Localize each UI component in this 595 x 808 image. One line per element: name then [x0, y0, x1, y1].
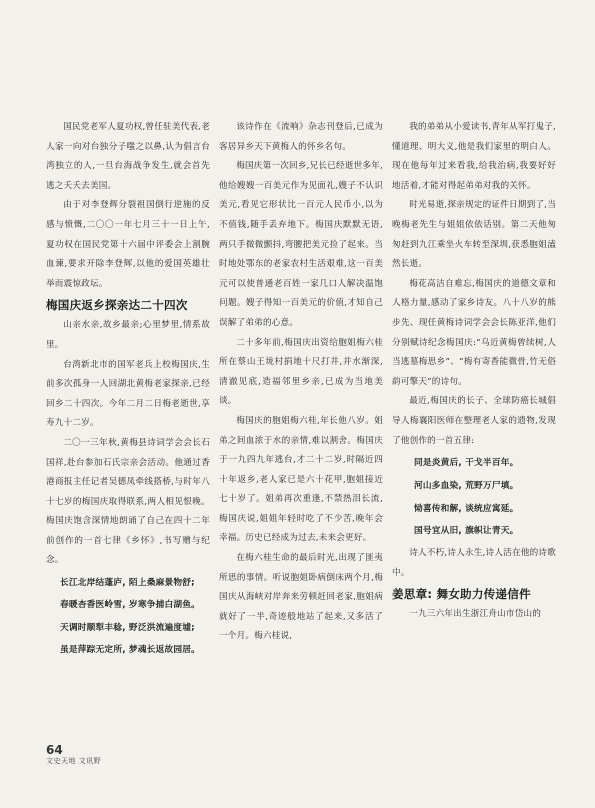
column-2	[219, 118, 383, 647]
paragraph: 诗人不朽,诗人永生,诗人活在他的诗歌中。	[392, 548, 556, 578]
page-number: 64	[46, 743, 63, 757]
poem-line: 长江北岸结蓬庐, 陌上桑麻景物舒;	[60, 578, 195, 589]
paragraph: 时光易逝,探亲规定的证件日期到了,当晚梅老先生与姐姐依依话别。第二天他匆匆赶到九江乘坐火车转至深圳,获悉胞姐溘然长逝。	[392, 200, 556, 270]
poem-line: 春暖杏香医岭雪, 岁寒争捕白湖鱼。	[60, 600, 201, 611]
paragraph: 二十多年前,梅国庆出资给胞姐梅六桂所在蔡山王垅村捐地十尺打井,并水渐深,清澈见底,造福邻里乡亲,已成为当地美谈。	[219, 337, 383, 407]
paragraph: 二〇一三年秋,黄梅县诗词学会会长石国祥,赴台参加石氏宗亲会活动。他通过香港商报主任记者吴德凤牵线搭桥,与时年八十七岁的梅国庆取得联系,两人相见恨晚。梅国庆饱含深情地朗诵了自己在四十二年前创作的一首七律《乡怀》,书写赠与纪念。	[46, 437, 210, 566]
poem-line: 恸喜传和解, 谈统应寓延。	[414, 503, 519, 514]
section-heading-mei-guoqing: 梅国庆返乡探亲达二十四次	[46, 298, 188, 313]
paragraph: 国民党老军人夏功权,曾任驻美代表,老人家一向对台独分子嗤之以鼻,认为倡言台湾独立的人,一旦台海战争发生,就会首先逃之夭夭去美国。	[46, 122, 210, 191]
poem-line: 国号宜从旧, 旗帜让青天。	[414, 526, 519, 537]
poem-line: 同是炎黄后, 干戈半百年。	[414, 458, 519, 469]
magazine-name: 文史天地 文讯野	[46, 757, 102, 765]
poem-line: 虽是萍踪无定所, 梦魂长返故园居。	[60, 645, 201, 656]
paragraph: 梅国庆的胞姐梅六桂,年长他八岁。姐弟之间血浓于水的亲情,难以割舍。梅国庆于一九四九年逃台,才二十二岁,时隔近四十年返乡,老人家已是六十花甲,胞姐接近七十岁了。姐弟再次重逢,不禁热泪长流,梅国庆说,姐姐年轻时吃了不少苦,晚年会幸福。历史已经成为过去,未来会更好。	[219, 415, 383, 544]
paragraph: 梅花高洁自难忘,梅国庆的道德文章和人格力量,感动了家乡诗友。八十八岁的熊步先、现任黄梅诗词学会会长陈亚洋,他们分别赋诗纪念梅国庆:“乌近黄梅曾续树,人当逃墓梅思乡”、“梅有寄香能微骨,竹无俗韵可擎天”的诗句。	[392, 278, 556, 387]
column-1	[46, 118, 210, 661]
poem-line: 河山多血染, 荒野万尸填。	[414, 480, 519, 491]
paragraph: 该诗作在《流响》杂志刊登后,已成为客居异乡天下黄梅人的怀乡名句。	[219, 122, 383, 152]
paragraph: 台湾新北市的国军老兵上校梅国庆,生前多次孤身一人回湖北黄梅老家探亲,已经回乡二十四次。今年二月二日梅老逝世,享寿九十二岁。	[46, 359, 210, 429]
paragraph: 最近,梅国庆的长子、全球防癌长城倡导人梅襄阳医师在整理老人家的遗物,发现了他创作的一首五律:	[392, 396, 556, 446]
paragraph: 由于对李登辉分裂祖国倒行逆施的反感与愤慨,二〇〇一年七月三十一日上午,夏功权在国民党第十六届中评委会上割腕血谏,要求开除李登辉,以他的爱国英雄壮举而震惊政坛。	[46, 200, 210, 289]
page-footer	[46, 744, 101, 766]
paragraph: 我的弟弟从小爱读书,青年从军打鬼子,懂道理、明大义,他是我们家里的明白人。现在他每年过来看我,给我治病,我要好好地活着,才能对得起弟弟对我的关怀。	[392, 122, 556, 191]
section-heading-jiang-sizhang: 姜思章: 舞女助力传递信件	[392, 587, 531, 602]
paragraph: 山亲水亲,故乡最亲;心里梦里,情系故里。	[46, 320, 210, 350]
column-3	[392, 118, 556, 625]
paragraph: 在梅六桂生命的最后时光,出现了匪夷所思的事情。听说胞姐卧病倒床两个月,梅国庆从海峡对岸奔来劳顿赶回老家,胞姐病就好了一半,奇迹般地站了起来,又多活了一个月。梅六桂说,	[219, 553, 383, 642]
paragraph: 梅国庆第一次回乡,兄长已经逝世多年,他给嫂嫂一百美元作为见面礼,嫂子不认识美元,看见它形状比一百元人民币小,以为不值钱,随手丢弃地下。梅国庆默默无语,两只手微微颤抖,弯腰把美元捡了起来。当时地处鄂东的老家农村生活艰难,这一百美元可以使普通老百姓一家几口人解决温饱问题。嫂子得知一百美元的价值,才知自己误解了弟弟的心意。	[219, 161, 383, 328]
paragraph: 一九三六年出生浙江舟山市岱山的	[409, 609, 542, 620]
poem-line: 天调时顺犁丰稔, 野泛洪流遍度墟;	[60, 622, 195, 633]
